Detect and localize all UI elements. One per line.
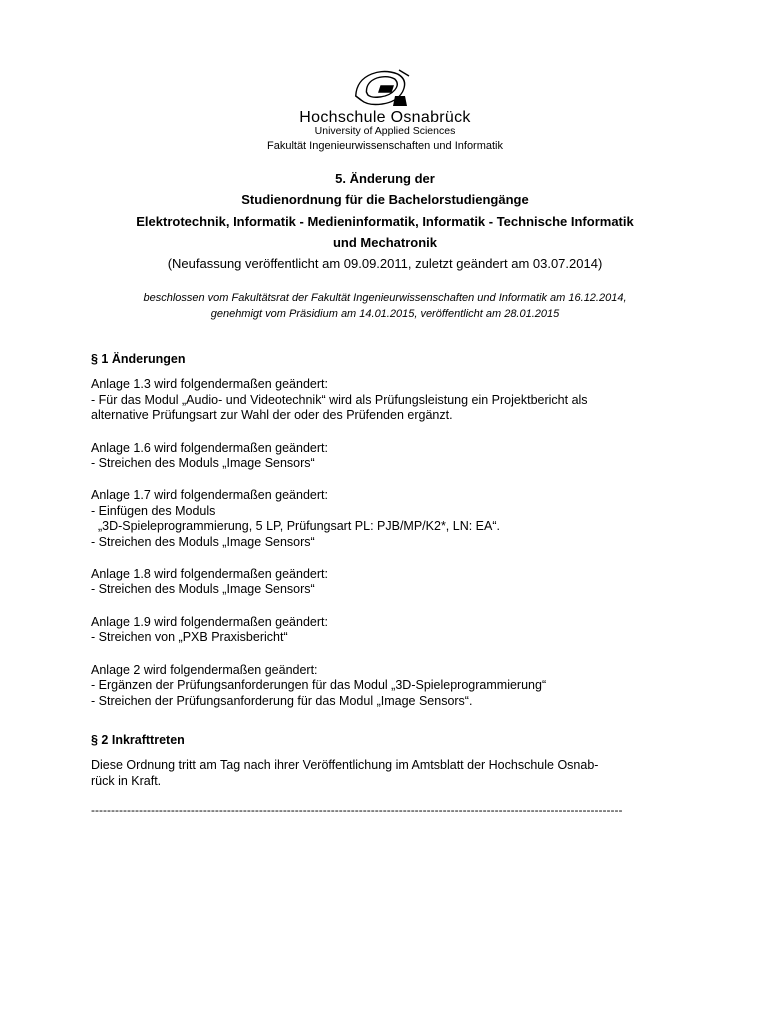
decision-line-1: beschlossen vom Fakultätsrat der Fakultät Ingenieurwissenschaften und Informatik am 16.12.2014, <box>143 292 627 304</box>
paragraph-anlage-1-9 <box>91 615 686 646</box>
separator-line: ------------------------------------------------------------------------------------------------------------------------------------- <box>91 805 623 816</box>
decision-note <box>0 291 770 322</box>
university-logo <box>355 66 413 108</box>
paragraph-line: Anlage 2 wird folgendermaßen geändert: <box>91 662 318 677</box>
section-2-heading: § 2 Inkrafttreten <box>91 732 185 747</box>
paragraph-line: alternative Prüfungsart zur Wahl der oder des Prüfenden ergänzt. <box>91 408 453 423</box>
document-title <box>0 168 770 274</box>
paragraph-line: - Streichen des Moduls „Image Sensors“ <box>91 534 315 549</box>
paragraph-line: - Streichen des Moduls „Image Sensors“ <box>91 456 315 471</box>
document-body <box>91 352 686 815</box>
paragraph-line: - Für das Modul „Audio- und Videotechnik“ wird als Prüfungsleistung ein Projektbericht als <box>91 392 588 407</box>
university-name: Hochschule Osnabrück <box>299 109 471 126</box>
paragraph-line: „3D-Spieleprogrammierung, 5 LP, Prüfungsart PL: PJB/MP/K2*, LN: EA“. <box>91 519 500 534</box>
paragraph-line: - Einfügen des Moduls <box>91 503 216 518</box>
paragraph-anlage-2 <box>91 663 686 709</box>
paragraph-line: Anlage 1.8 wird folgendermaßen geändert: <box>91 567 328 582</box>
title-line-4: und Mechatronik <box>332 234 437 250</box>
title-line-1: 5. Änderung der <box>335 171 435 186</box>
paragraph-line: rück in Kraft. <box>91 773 162 788</box>
paragraph-line: Anlage 1.9 wird folgendermaßen geändert: <box>91 614 328 629</box>
decision-line-2: genehmigt vom Präsidium am 14.01.2015, veröffentlicht am 28.01.2015 <box>210 307 560 320</box>
paragraph-line: Anlage 1.6 wird folgendermaßen geändert: <box>91 440 328 455</box>
title-line-3: Elektrotechnik, Informatik - Medieninformatik, Informatik - Technische Informatik <box>136 213 634 229</box>
paragraph-line: - Streichen des Moduls „Image Sensors“ <box>91 582 315 597</box>
paragraph-anlage-1-6 <box>91 441 686 472</box>
paragraph-line: - Streichen der Prüfungsanforderung für das Modul „Image Sensors“. <box>91 693 473 708</box>
paragraph-anlage-1-8 <box>91 567 686 598</box>
title-line-2: Studienordnung für die Bachelorstudiengänge <box>241 192 529 208</box>
paragraph-line: - Ergänzen der Prüfungsanforderungen für das Modul „3D-Spieleprogrammierung“ <box>91 678 547 693</box>
paragraph-inkrafttreten <box>91 758 686 789</box>
section-1-heading: § 1 Änderungen <box>91 352 186 366</box>
paragraph-line: Anlage 1.3 wird folgendermaßen geändert: <box>91 377 328 392</box>
paragraph-anlage-1-3 <box>91 377 686 423</box>
paragraph-line: Diese Ordnung tritt am Tag nach ihrer Veröffentlichung im Amtsblatt der Hochschule Osnab- <box>91 758 599 773</box>
university-subtitle: University of Applied Sciences <box>314 125 456 137</box>
paragraph-anlage-1-7 <box>91 488 686 550</box>
paragraph-line: Anlage 1.7 wird folgendermaßen geändert: <box>91 488 328 503</box>
title-publication-note: (Neufassung veröffentlicht am 09.09.2011, zuletzt geändert am 03.07.2014) <box>167 256 603 272</box>
faculty-name: Fakultät Ingenieurwissenschaften und Informatik <box>266 140 504 152</box>
paragraph-line: - Streichen von „PXB Praxisbericht“ <box>91 630 288 645</box>
